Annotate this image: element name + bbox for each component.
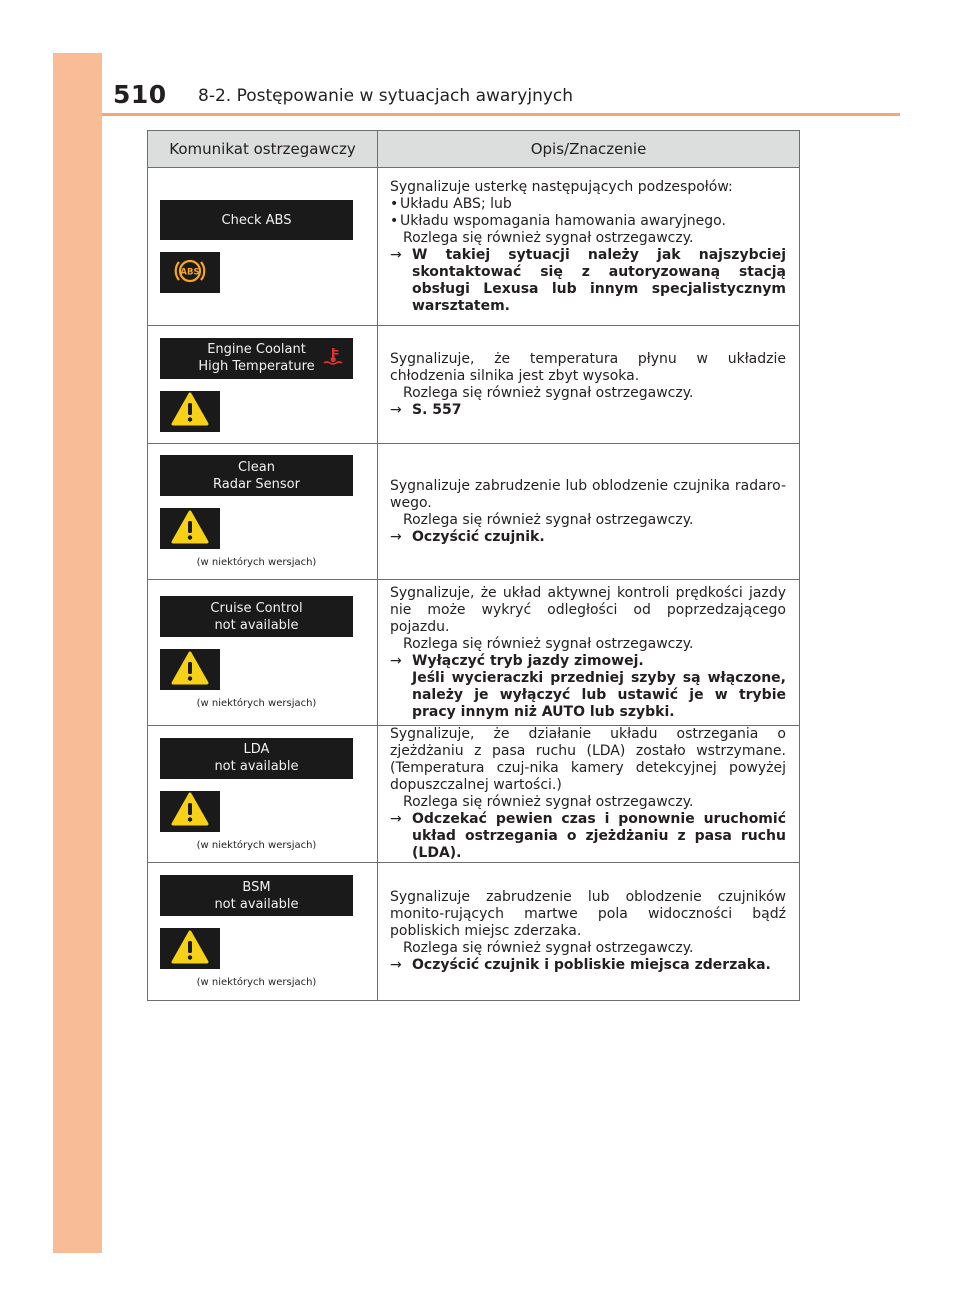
display-text-line: Clean <box>238 459 275 475</box>
message-cell <box>148 168 378 326</box>
bullet-text: Układu ABS; lub <box>400 195 512 212</box>
description-intro: Sygnalizuje, że działanie układu ostrzegania o zjeżdżaniu z pasa ruchu (LDA) zostało wstrzymane. (Temperatura czuj-nika kamery detekcyjnej powyżej dopuszczalnej wartości.) <box>390 726 786 793</box>
page-number: 510 <box>113 80 167 109</box>
warning-messages-table <box>147 130 800 1001</box>
dashboard-message-display <box>160 738 353 779</box>
action-text: Odczekać pewien czas i ponownie uruchomić układ ostrzegania o zjeżdżaniu z pasa ruchu (LDA). <box>412 811 786 861</box>
action-text: Wyłączyć tryb jazdy zimowej. <box>412 652 644 669</box>
display-text-line: Cruise Control <box>210 600 303 616</box>
description-cell <box>378 326 800 444</box>
display-text-line: Engine Coolant <box>207 342 306 357</box>
table-row <box>148 444 800 580</box>
display-text-line: Radar Sensor <box>213 476 300 492</box>
side-tab-strip <box>53 53 102 1253</box>
arrow-icon: → <box>390 957 402 973</box>
table-row <box>148 168 800 326</box>
dashboard-message-display <box>160 200 353 240</box>
action-text: Oczyścić czujnik i pobliskie miejsca zderzaka. <box>412 957 771 973</box>
display-text-line: High Temperature <box>198 359 315 374</box>
table-row <box>148 580 800 726</box>
version-note: (w niektórych wersjach) <box>196 977 317 988</box>
action-text: S. 557 <box>412 401 462 418</box>
display-text-line: not available <box>214 759 299 774</box>
description-intro: Sygnalizuje, że temperatura płynu w układzie chłodzenia silnika jest zbyt wysoka. <box>390 350 786 384</box>
warning-light-box <box>160 649 220 690</box>
warning-light-box <box>160 508 220 549</box>
warning-light-box <box>160 391 220 432</box>
display-text-line: BSM <box>242 879 271 895</box>
buzzer-note: Rozlega się również sygnał ostrzegawczy. <box>403 229 694 246</box>
action-instruction <box>390 957 786 974</box>
description-bullet <box>390 213 786 230</box>
master-warning-icon <box>170 650 210 690</box>
description-cell <box>378 168 800 326</box>
buzzer-note: Rozlega się również sygnał ostrzegawczy. <box>403 384 694 401</box>
dashboard-message-display <box>160 338 353 379</box>
action-instruction <box>390 402 786 419</box>
dashboard-message-display <box>160 596 353 637</box>
buzzer-note: Rozlega się również sygnał ostrzegawczy. <box>403 635 694 652</box>
svg-text:ABS: ABS <box>180 267 200 277</box>
version-note: (w niektórych wersjach) <box>196 698 317 709</box>
buzzer-note: Rozlega się również sygnał ostrzegawczy. <box>403 940 694 956</box>
version-note: (w niektórych wersjach) <box>196 839 317 851</box>
dashboard-message-display <box>160 455 353 496</box>
master-warning-icon <box>170 509 210 549</box>
action-instruction <box>390 653 786 670</box>
buzzer-note: Rozlega się również sygnał ostrzegawczy. <box>403 511 694 528</box>
table-row <box>148 726 800 863</box>
arrow-icon: → <box>390 401 402 418</box>
description-bullet <box>390 196 786 213</box>
bullet-dot: • <box>390 195 399 212</box>
table-header-row <box>148 131 800 168</box>
description-cell <box>378 444 800 580</box>
warning-light-box <box>160 252 220 293</box>
message-cell <box>148 444 378 580</box>
bullet-dot: • <box>390 212 399 229</box>
action-instruction <box>390 247 786 315</box>
message-cell <box>148 326 378 444</box>
master-warning-icon <box>170 391 210 431</box>
display-text-line: Check ABS <box>221 212 292 228</box>
action-extra-text: Jeśli wycieraczki przedniej szyby są włączone, należy je wyłączyć lub ustawić je w trybie pracy innym niż AUTO lub szybki. <box>412 669 786 720</box>
display-text-line: LDA <box>243 742 270 757</box>
description-cell <box>378 863 800 1001</box>
warning-light-box <box>160 928 220 969</box>
arrow-icon: → <box>390 246 402 263</box>
master-warning-icon <box>170 929 210 969</box>
master-warning-icon <box>170 791 210 831</box>
action-text: W takiej sytuacji należy jak najszybciej skontaktować się z autoryzowaną stacją obsługi Lexusa lub innym specjalistycznym warsztatem. <box>412 246 786 314</box>
buzzer-note: Rozlega się również sygnał ostrzegawczy. <box>403 794 694 810</box>
column-header-description: Opis/Znaczenie <box>378 131 800 168</box>
description-intro: Sygnalizuje zabrudzenie lub oblodzenie czujnika radaro-wego. <box>390 477 786 511</box>
description-intro: Sygnalizuje, że układ aktywnej kontroli prędkości jazdy nie może wykryć odległości od poprzedzającego pojazdu. <box>390 584 786 635</box>
abs-warning-icon <box>173 256 207 290</box>
description-intro: Sygnalizuje zabrudzenie lub oblodzenie czujników monito-rujących martwe pola widoczności bądź pobliskich miejsc zderzaka. <box>390 889 786 939</box>
description-cell <box>378 580 800 726</box>
arrow-icon: → <box>390 652 402 669</box>
action-instruction <box>390 529 786 546</box>
arrow-icon: → <box>390 811 402 827</box>
description-cell <box>378 726 800 863</box>
display-text-line: not available <box>214 617 299 633</box>
arrow-icon: → <box>390 528 402 545</box>
header-divider <box>102 113 900 116</box>
description-intro: Sygnalizuje usterkę następujących podzespołów: <box>390 178 733 195</box>
message-cell <box>148 726 378 863</box>
dashboard-message-display <box>160 875 353 916</box>
table-row <box>148 326 800 444</box>
display-text-line: not available <box>214 896 299 912</box>
version-note: (w niektórych wersjach) <box>196 557 317 568</box>
warning-light-box <box>160 791 220 832</box>
column-header-message: Komunikat ostrzegawczy <box>148 131 378 168</box>
coolant-temperature-icon <box>323 347 343 372</box>
section-title: 8-2. Postępowanie w sytuacjach awaryjnych <box>198 86 574 106</box>
action-instruction <box>390 811 786 862</box>
message-cell <box>148 580 378 726</box>
table-row <box>148 863 800 1001</box>
bullet-text: Układu wspomagania hamowania awaryjnego. <box>400 212 726 229</box>
message-cell <box>148 863 378 1001</box>
action-text: Oczyścić czujnik. <box>412 528 545 545</box>
